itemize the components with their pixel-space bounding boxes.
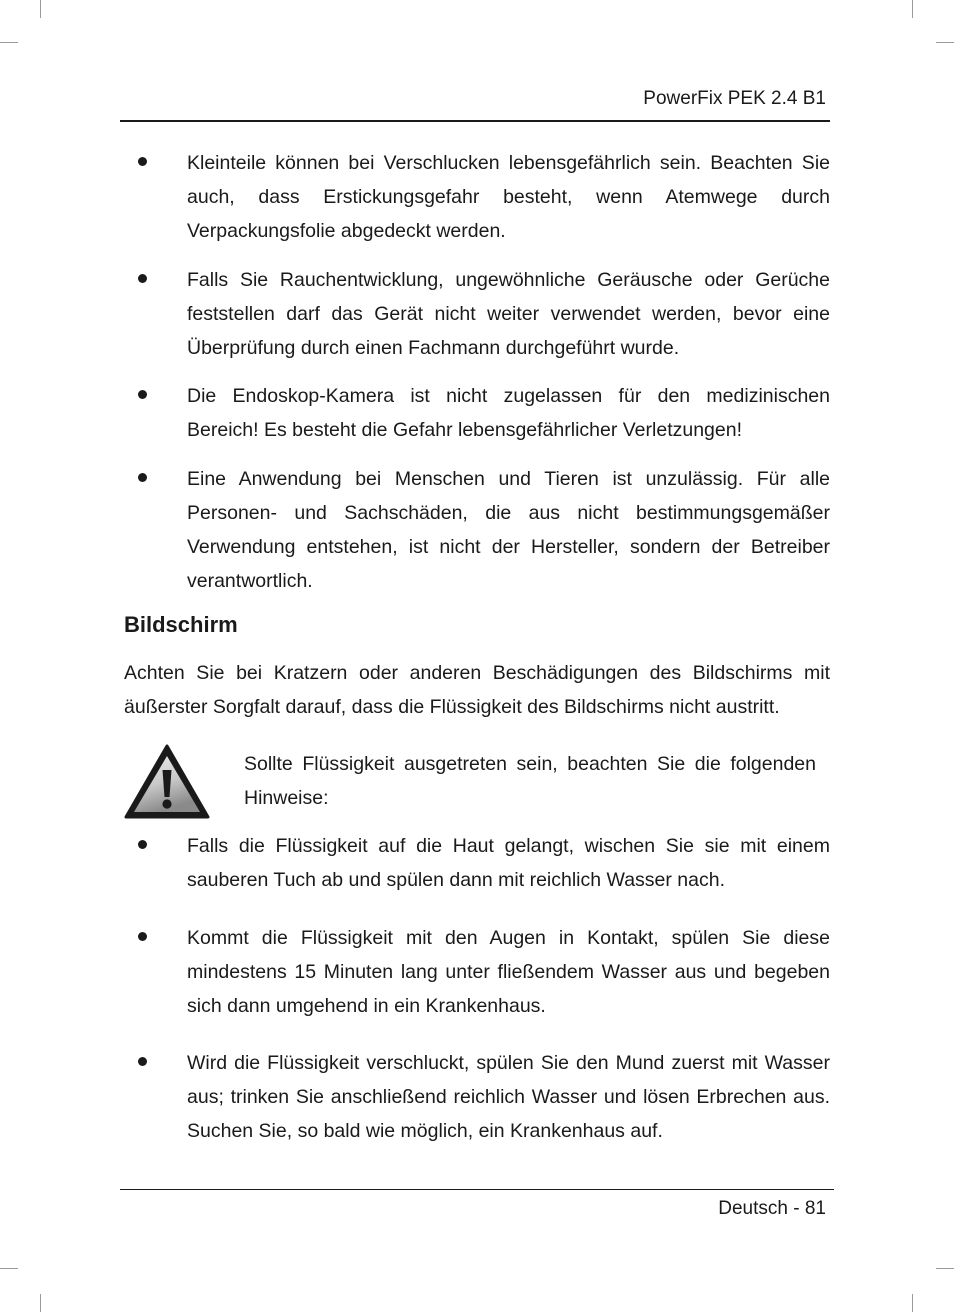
crop-mark xyxy=(912,0,913,18)
bullet-icon xyxy=(138,157,147,166)
crop-mark xyxy=(936,42,954,43)
running-header: PowerFix PEK 2.4 B1 xyxy=(643,88,826,109)
bullet-icon xyxy=(138,473,147,482)
list-item-text: Kleinteile können bei Verschlucken lebensgefährlich sein. Beachten Sie auch, dass Erstickungsgefahr besteht, wenn Atemwege durch Verpackungsfolie abgedeckt werden. xyxy=(187,152,830,242)
list-item-text: Die Endoskop-Kamera ist nicht zugelassen für den medizinischen Bereich! Es besteht die Gefahr lebensgefährlicher Verletzungen! xyxy=(187,385,830,441)
list-item-text: Falls Sie Rauchentwicklung, ungewöhnliche Geräusche oder Gerüche feststellen darf das Gerät nicht weiter verwendet werden, bevor eine Überprüfung durch einen Fachmann durchgeführt wurde. xyxy=(187,269,830,359)
crop-mark xyxy=(912,1294,913,1312)
warning-triangle-icon xyxy=(124,744,210,820)
section-heading: Bildschirm xyxy=(124,612,238,637)
list-item-text: Wird die Flüssigkeit verschluckt, spülen Sie den Mund zuerst mit Wasser aus; trinken Sie anschließend reichlich Wasser und lösen Erbrechen aus. Suchen Sie, so bald wie möglich, ein Krankenhaus auf. xyxy=(187,1052,830,1142)
crop-mark xyxy=(0,42,18,43)
bullet-icon xyxy=(138,390,147,399)
crop-mark xyxy=(40,0,41,18)
bullet-icon xyxy=(138,274,147,283)
bullet-icon xyxy=(138,932,147,941)
crop-mark xyxy=(40,1294,41,1312)
list-item-text: Kommt die Flüssigkeit mit den Augen in Kontakt, spülen Sie diese mindestens 15 Minuten lang unter fließendem Wasser aus und begeben sich dann umgehend in ein Krankenhaus. xyxy=(187,927,830,1017)
footer-rule xyxy=(120,1189,834,1190)
page-number: Deutsch - 81 xyxy=(718,1198,826,1219)
bullet-icon xyxy=(138,840,147,849)
crop-mark xyxy=(936,1268,954,1269)
section-paragraph: Achten Sie bei Kratzern oder anderen Beschädigungen des Bildschirms mit äußerster Sorgfalt darauf, dass die Flüssigkeit des Bildschirms nicht austritt. xyxy=(124,662,830,718)
header-rule xyxy=(120,120,830,122)
warning-text: Sollte Flüssigkeit ausgetreten sein, beachten Sie die folgenden Hinweise: xyxy=(244,753,816,809)
crop-mark xyxy=(0,1268,18,1269)
list-item-text: Falls die Flüssigkeit auf die Haut gelangt, wischen Sie sie mit einem sauberen Tuch ab und spülen dann mit reichlich Wasser nach. xyxy=(187,835,830,891)
bullet-icon xyxy=(138,1057,147,1066)
list-item-text: Eine Anwendung bei Menschen und Tieren ist unzulässig. Für alle Personen- und Sachschäden, die aus nicht bestimmungsgemäßer Verwendung entstehen, ist nicht der Hersteller, sondern der Betreiber verantwortlich. xyxy=(187,468,830,592)
